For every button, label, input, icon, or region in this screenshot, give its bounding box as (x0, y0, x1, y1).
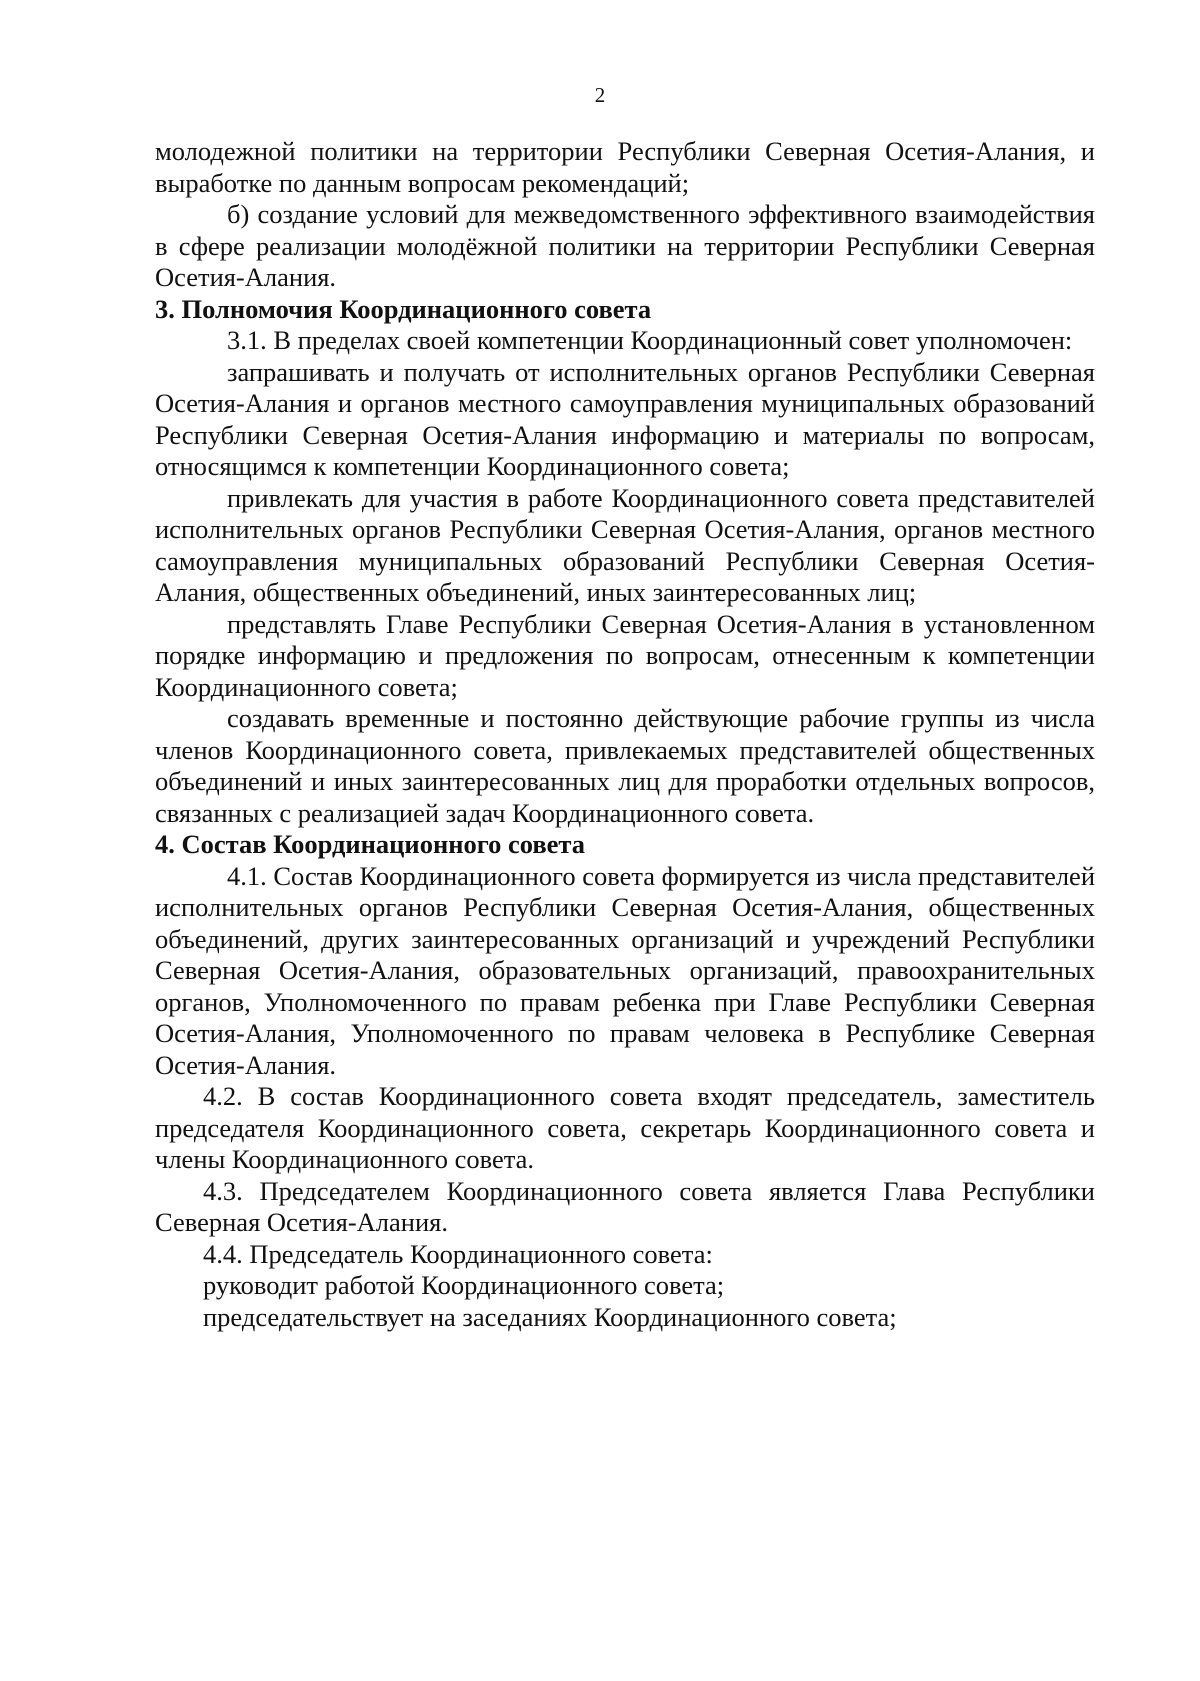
section-4-title: 4. Состав Координационного совета (155, 829, 585, 859)
paragraph-4-3: 4.3. Председателем Координационного совета является Глава Республики Северная Осетия-Алания. (155, 1175, 1095, 1237)
paragraph-chair-leads: руководит работой Координационного совета; (203, 1270, 725, 1300)
paragraph-4-1: 4.1. Состав Координационного совета формируется из числа представителей исполнительных органов Республики Северная Осетия-Алания, общественных объединений, других заинтересованных организаций и учреждений Республики Северная Осетия-Алания, образовательных организаций, правоохранительных органов, Уполномоченного по правам ребенка при Главе Республики Северная Осетия-Алания, Уполномоченного по правам человека в Республике Северная Осетия-Алания. (155, 860, 1096, 1080)
paragraph-chair-presides: председательствует на заседаниях Координационного совета; (203, 1301, 897, 1332)
paragraph-continuation: молодежной политики на территории Республики Северная Осетия-Алания, и выработке по данным вопросам рекомендаций; (155, 136, 1095, 198)
paragraph-power-involve: привлекать для участия в работе Координационного совета представителей исполнительных органов Республики Северная Осетия-Алания, органов местного самоуправления муниципальных образований Республики Северная Осетия-Алания, общественных объединений, иных заинтересованных лиц; (155, 482, 1095, 607)
paragraph-power-present: представлять Главе Республики Северная Осетия-Алания в установленном порядке информацию и предложения по вопросам, отнесенным к компетенции Координационного совета; (155, 608, 1095, 702)
paragraph-3-1: 3.1. В пределах своей компетенции Координационный совет уполномочен: (227, 325, 1073, 355)
paragraph-power-request: запрашивать и получать от исполнительных органов Республики Северная Осетия-Алания и органов местного самоуправления муниципальных образований Республики Северная Осетия-Алания информацию и материалы по вопросам, относящимся к компетенции Координационного совета; (155, 356, 1095, 481)
page-number: 2 (594, 83, 606, 107)
paragraph-4-4: 4.4. Председатель Координационного совета: (203, 1238, 713, 1269)
section-3-title: 3. Полномочия Координационного совета (155, 293, 652, 324)
document-body (155, 136, 1095, 1333)
paragraph-4-2: 4.2. В состав Координационного совета входят председатель, заместитель председателя Координационного совета, секретарь Координационного совета и члены Координационного совета. (155, 1081, 1095, 1174)
paragraph-power-groups: создавать временные и постоянно действующие рабочие группы из числа членов Координационного совета, привлекаемых представителей общественных объединений и иных заинтересованных лиц для проработки отдельных вопросов, связанных с реализацией задач Координационного совета. (155, 703, 1095, 828)
paragraph-item-b: б) создание условий для межведомственного эффективного взаимодействия в сфере реализации молодёжной политики на территории Республики Северная Осетия-Алания. (155, 199, 1095, 292)
